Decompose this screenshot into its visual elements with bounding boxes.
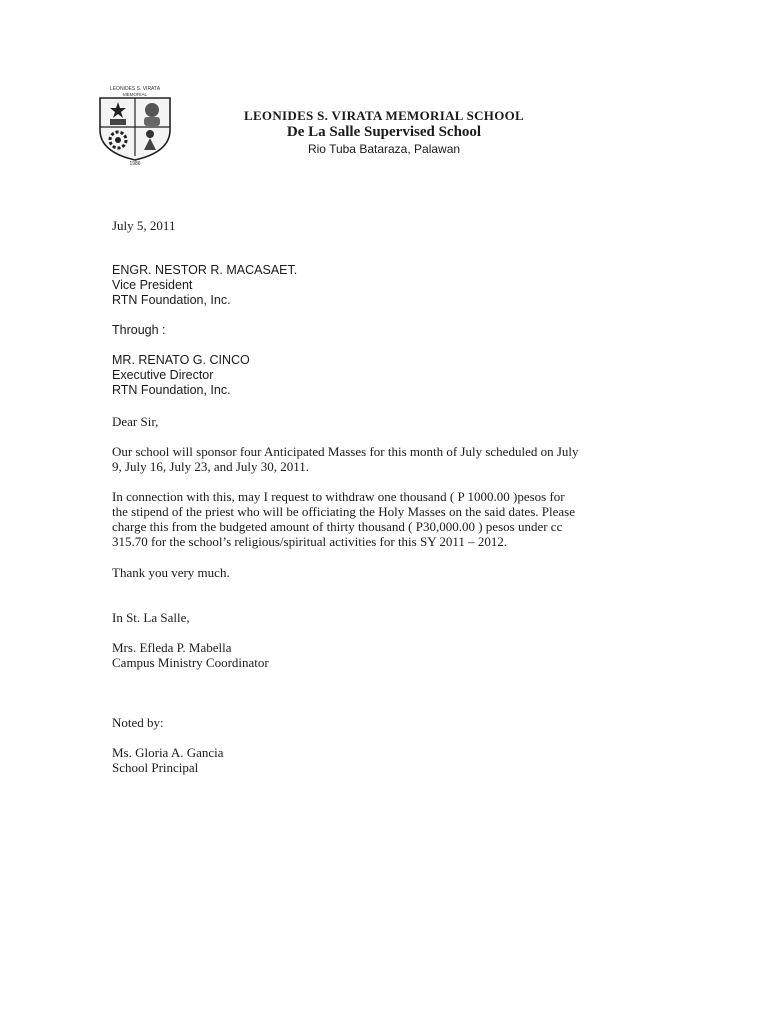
logo-text-line-1: LEONIDES S. VIRATA — [109, 86, 161, 92]
noted-block — [112, 745, 657, 775]
closing-text: In St. La Salle, — [112, 610, 190, 625]
school-seal-logo — [88, 82, 183, 166]
salutation-text: Dear Sir, — [112, 414, 159, 429]
through-block — [112, 353, 657, 398]
thanks-text: Thank you very much. — [112, 565, 230, 580]
through-name: MR. RENATO G. CINCO — [112, 353, 250, 367]
thanks-line — [112, 565, 657, 580]
salutation — [112, 414, 657, 429]
paragraph-line: Our school will sponsor four Anticipated Masses for this month of July scheduled on July — [112, 444, 579, 459]
logo-text-line-2: MEMORIAL — [122, 92, 148, 97]
school-address: Rio Tuba Bataraza, Palawan — [307, 142, 461, 156]
paragraph-line: the stipend of the priest who will be officiating the Holy Masses on the said dates. Please — [112, 504, 575, 519]
paragraph-line: 9, July 16, July 23, and July 30, 2011. — [112, 459, 310, 474]
signatory-block — [112, 640, 657, 670]
through-title: Executive Director — [112, 368, 214, 382]
paragraph-line: In connection with this, may I request to withdraw one thousand ( P 1000.00 )pesos for — [112, 489, 565, 504]
school-name: LEONIDES S. VIRATA MEMORIAL SCHOOL — [243, 108, 524, 123]
recipient-title: Vice President — [112, 278, 193, 292]
paragraph-line: 315.70 for the school’s religious/spiritual activities for this SY 2011 – 2012. — [112, 534, 508, 549]
recipient-block — [112, 263, 657, 308]
school-subtitle: De La Salle Supervised School — [286, 124, 482, 140]
noted-label-text: Noted by: — [112, 715, 164, 730]
closing — [112, 610, 657, 625]
through-label — [112, 323, 657, 338]
noted-name: Ms. Gloria A. Gancia — [112, 745, 224, 760]
signatory-name: Mrs. Efleda P. Mabella — [112, 640, 232, 655]
noted-title: School Principal — [112, 760, 199, 775]
body-paragraph-1 — [112, 444, 657, 474]
recipient-name: ENGR. NESTOR R. MACASAET. — [112, 263, 298, 277]
through-org: RTN Foundation, Inc. — [112, 383, 231, 397]
body-paragraph-2 — [112, 489, 657, 549]
recipient-org: RTN Foundation, Inc. — [112, 293, 231, 307]
letter-date — [112, 218, 657, 233]
logo-year: 1986 — [129, 161, 141, 166]
through-label-text: Through : — [112, 323, 166, 337]
noted-label — [112, 715, 657, 730]
signatory-title: Campus Ministry Coordinator — [112, 655, 269, 670]
date-text: July 5, 2011 — [112, 218, 176, 233]
paragraph-line: charge this from the budgeted amount of thirty thousand ( P30,000.00 ) pesos under cc — [112, 519, 563, 534]
